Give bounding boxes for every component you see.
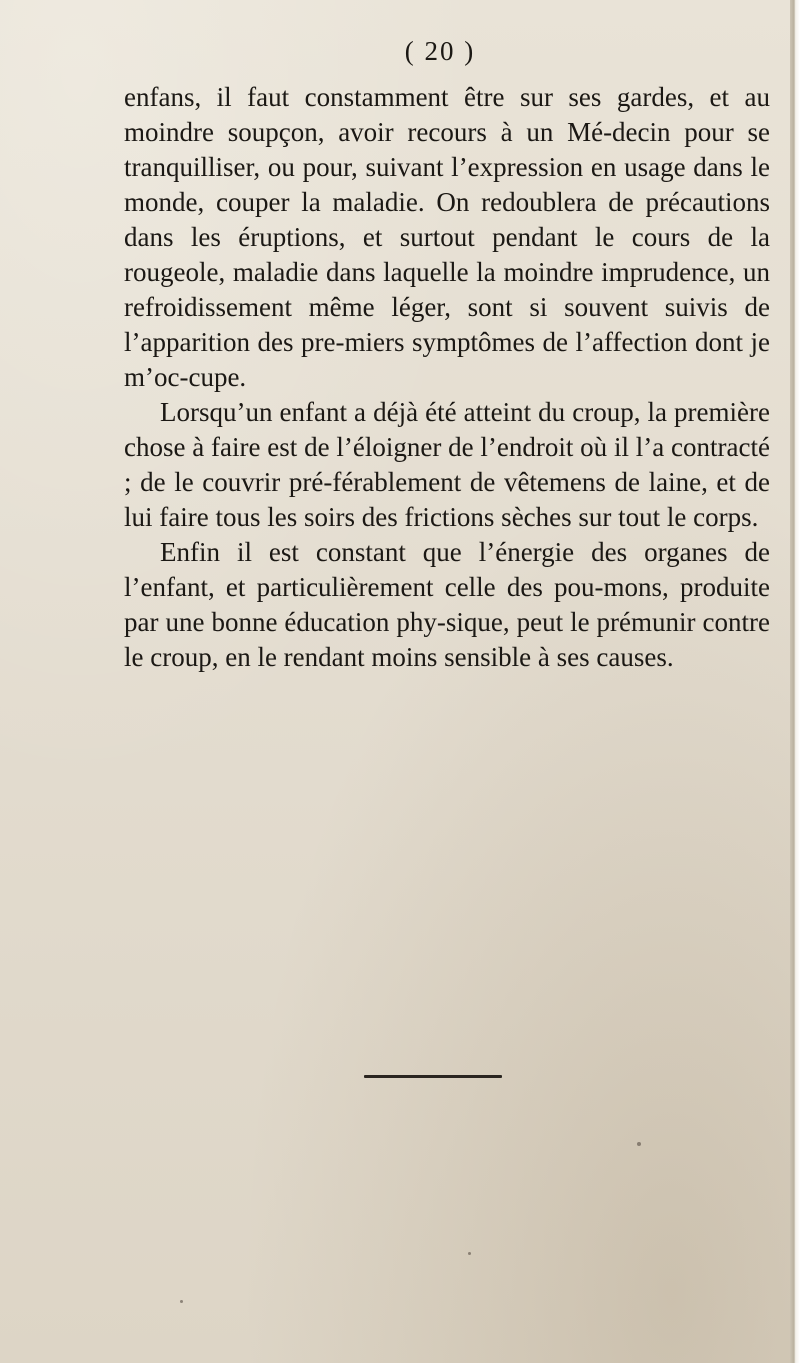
paper-speck <box>180 1300 183 1303</box>
body-text <box>124 80 770 675</box>
paragraph-3: Enfin il est constant que l’énergie des organes de l’enfant, et particulièrement celle des pou-mons, produite par une bonne éducation phy-sique, peut le prémunir contre le croup, en le rendant moins sensible à ses causes. <box>124 537 770 672</box>
paragraph-2: Lorsqu’un enfant a déjà été atteint du croup, la première chose à faire est de l’éloigner de l’endroit où il l’a contracté ; de le couvrir pré-férablement de vêtemens de laine, et de lui faire tous les soirs des frictions sèches sur tout le corps. <box>124 397 770 532</box>
paper-speck <box>637 1142 641 1146</box>
end-rule <box>364 1075 502 1078</box>
page-number: ( 20 ) <box>404 36 476 66</box>
paper-speck <box>468 1252 471 1255</box>
page-edge <box>790 0 800 1363</box>
paragraph-1: enfans, il faut constamment être sur ses gardes, et au moindre soupçon, avoir recours à un Mé-decin pour se tranquilliser, ou pour, suivant l’expression en usage dans le monde, couper la maladie. On redoublera de précautions dans les éruptions, et surtout pendant le cours de la rougeole, maladie dans laquelle la moindre imprudence, un refroidissement même léger, sont si souvent suivis de l’apparition des pre-miers symptômes de l’affection dont je m’oc-cupe. <box>124 82 770 392</box>
